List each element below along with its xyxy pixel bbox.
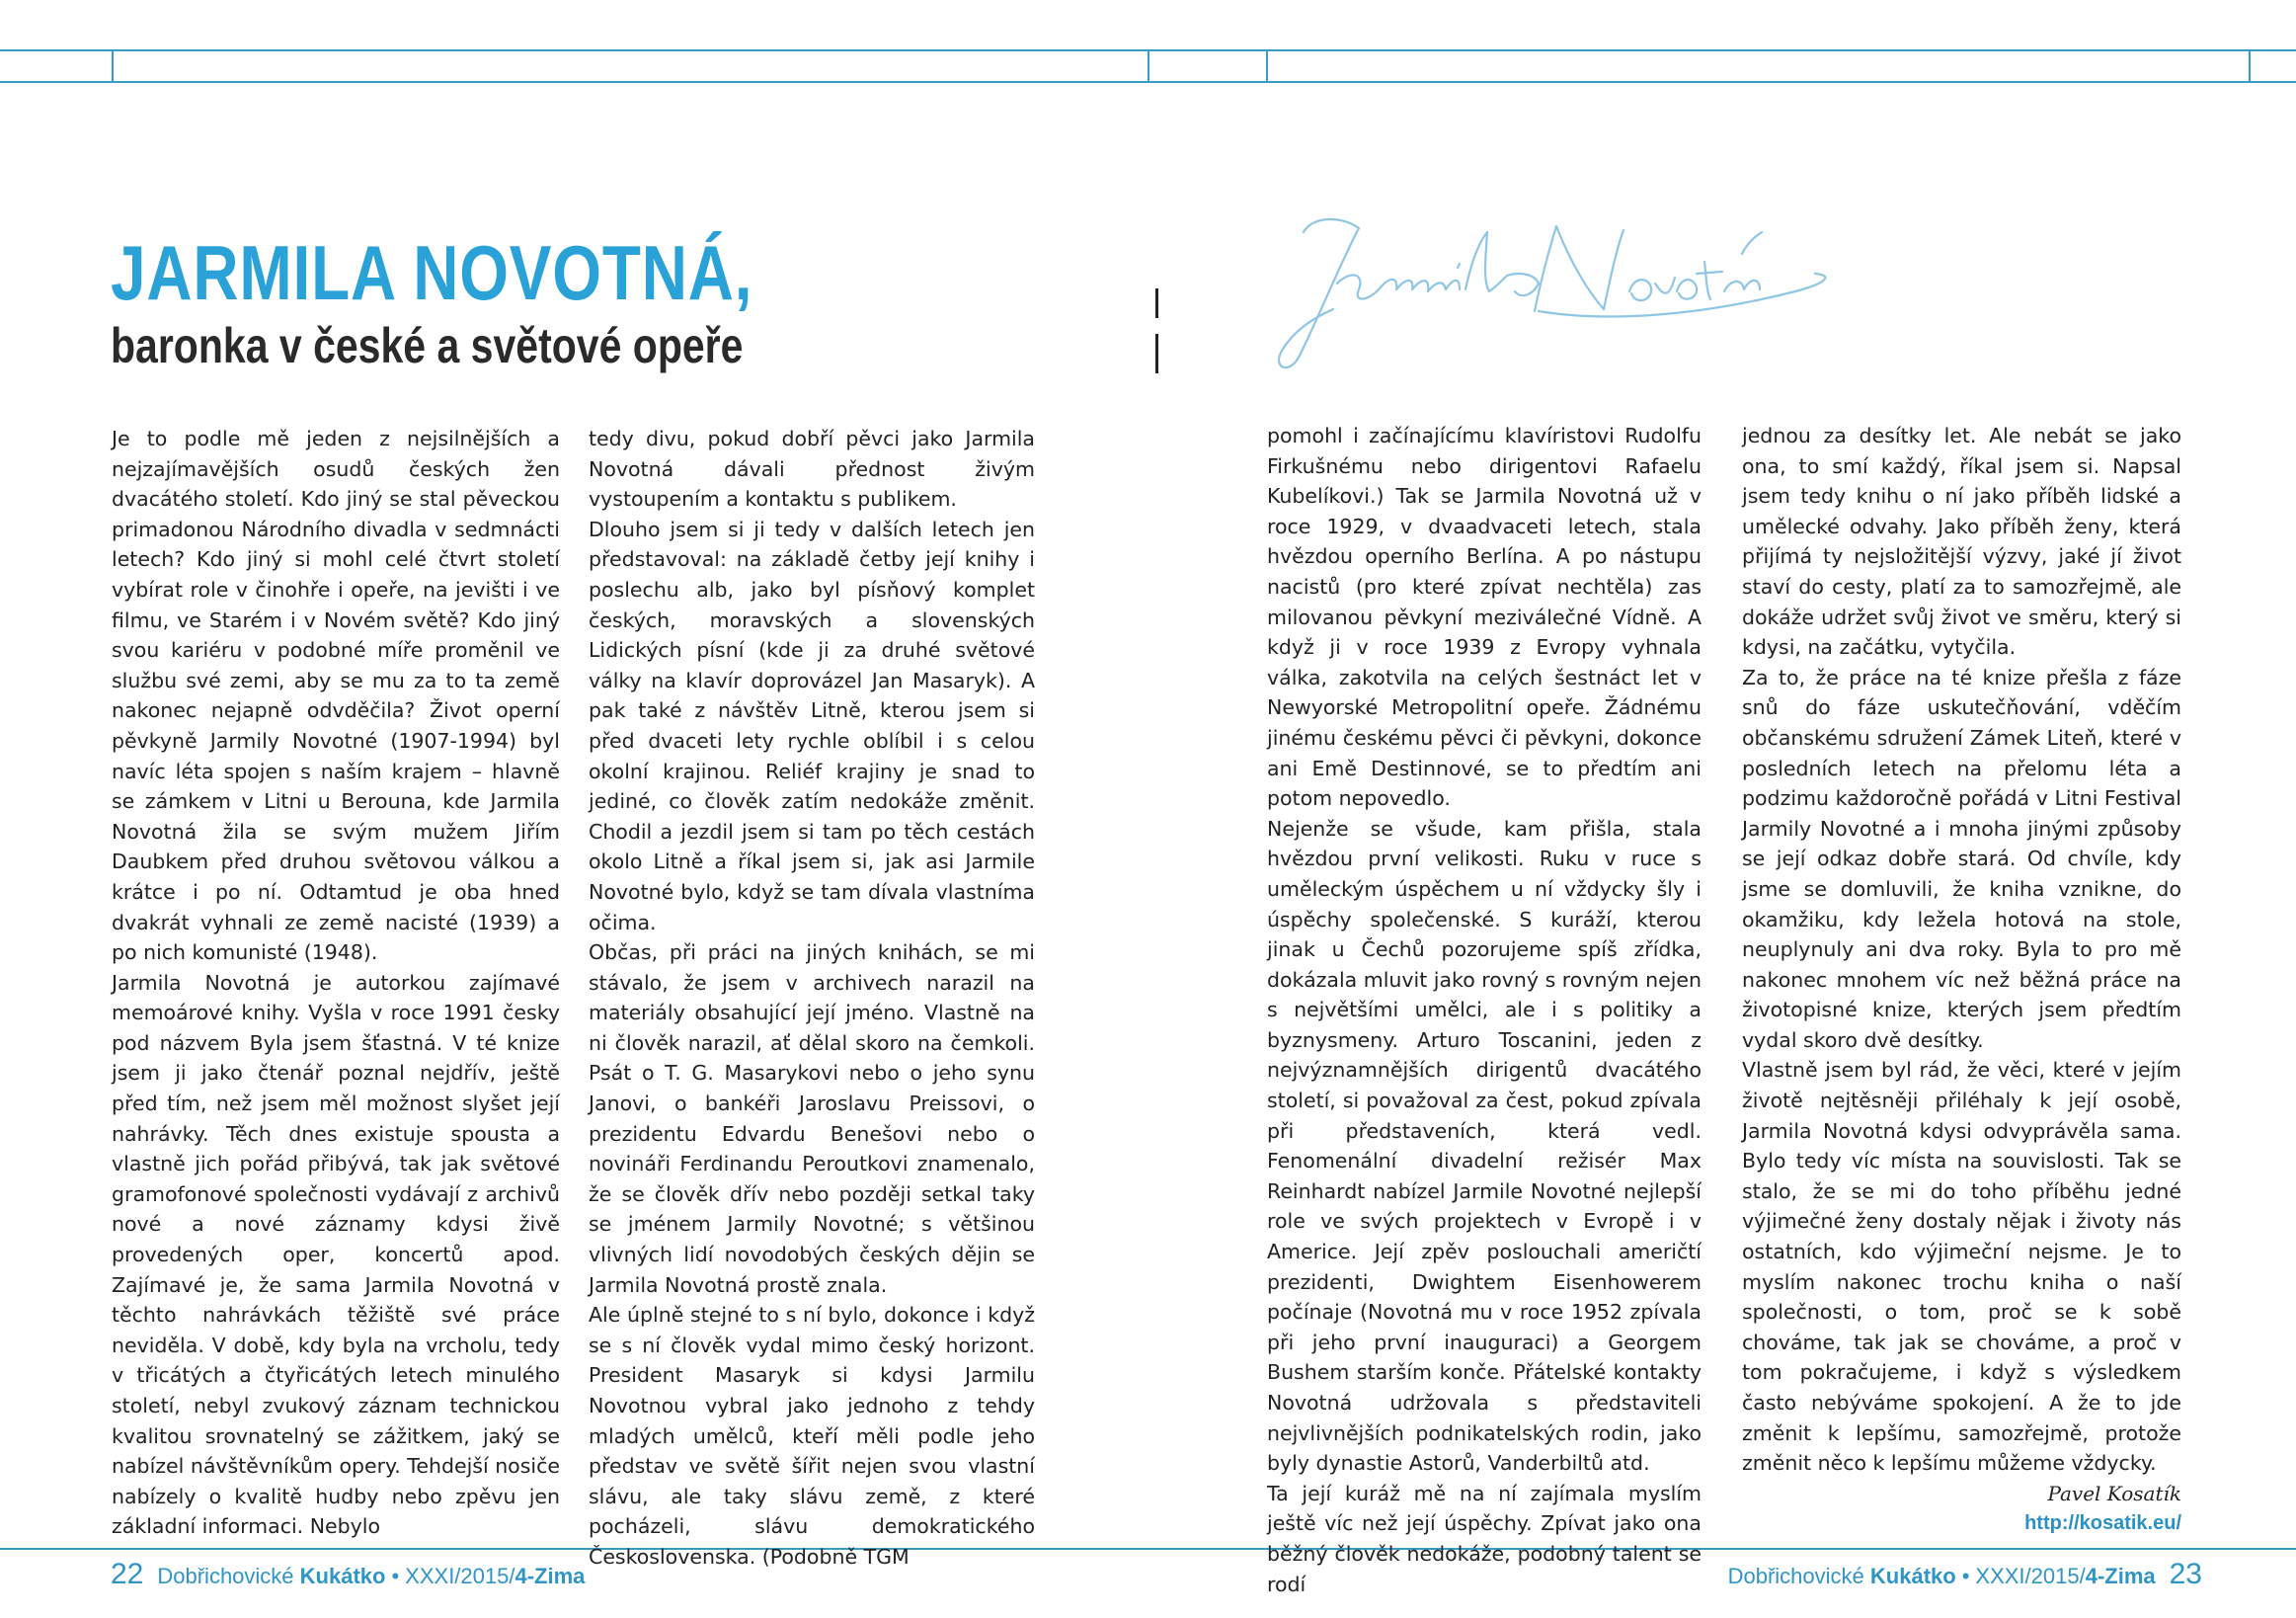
right-column-2 [1742,421,2181,1539]
issue-label: XXXI/2015/ [405,1564,515,1588]
paragraph: Občas, při práci na jiných knihách, se mi stávalo, že jsem v archivech narazil na materiály obsahující její jméno. Vlastně na ni člověk narazil, ať dělal skoro na čemkoli. Psát o T. G. Masarykovi nebo o jeho synu Janovi, o bankéři Jaroslavu Preissovi, o prezidentu Edvardu Benešovi nebo o novináři Ferdinandu Peroutkovi znamenalo, že se člověk dřív nebo později setkal taky se jménem Jarmily Novotné; s většinou vlivných lidí novodobých českých dějin se Jarmila Novotná prostě znala. [589,940,1035,1297]
author-url-link[interactable]: http://kosatik.eu/ [2024,1512,2181,1535]
paragraph: Za to, že práce na té knize přešla z fáze snů do fáze uskutečňování, vděčím občanskému sdružení Zámek Liteň, které v posledních letech na přelomu léta a podzimu každoročně pořádá v Litni Festival Jarmily Novotné a i mnoha jinými způsoby se její odkaz dobře stará. Od chvíle, kdy jsme se domluvili, že kniha vznikne, do okamžiku, kdy ležela hotová na stole, neuplynuly ani dva roky. Byla to pro mě nakonec mnohem víc než běžná práce na životopisné knize, kterých jsem předtím vydal skoro dvě desítky. [1742,665,2181,1052]
right-page [1148,0,2296,1618]
left-column-2 [589,424,1035,1573]
magazine-name-bold: Kukátko [1869,1564,1956,1588]
footer-separator: • [391,1564,400,1588]
issue-label: XXXI/2015/ [1975,1564,2086,1588]
paragraph: Vlastně jsem byl rád, že věci, které v jejím životě nejtěsněji přiléhaly k její osobě, Jarmila Novotná kdysi odvyprávěla sama. Bylo tedy víc místa na souvislosti. Tak se stalo, že se mi do toho příběhu jedné výjimečné ženy dostaly nějak i životy nás ostatních, kdo výjimeční nejsme. Je to myslím nakonec trochu kniha o naší společnosti, o tom, proč se k sobě chováme, tak jak se chováme, a proč v tom pokračujeme, i když s výsledkem často nebýváme spokojení. A že to jde změnit k lepšímu, samozřejmě, protože změnit něco k lepšímu můžeme vždycky. [1742,1058,2181,1476]
left-column-1 [112,424,560,1542]
article-subtitle: baronka v české a světové opeře [111,318,744,373]
issue-season: 4-Zima [2085,1564,2156,1588]
page-number: 22 [111,1558,144,1590]
left-page-footer [111,1555,585,1596]
issue-season: 4-Zima [515,1564,586,1588]
signature-image [1242,193,1874,390]
right-page-footer [1728,1555,2202,1596]
magazine-name: Dobřichovické [1727,1564,1864,1588]
paragraph: Dlouho jsem si ji tedy v dalších letech jen představoval: na základě četby její knihy i poslechu alb, jako byl písňový komplet českých, moravských a slovenských Lidických písní (kde ji za druhé světové války na klavír doprovázel Jan Masaryk). A pak také z návštěv Litně, kterou jsem si před dvaceti lety rychle oblíbil i s celou okolní krajinou. Reliéf krajiny je snad to jediné, co člověk zatím nedokáže změnit. Chodil a jezdil jsem si tam po těch cestách okolo Litně a říkal jsem si, jak asi Jarmile Novotné bylo, když se tam dívala vlastníma očima. [589,517,1035,934]
article-title: JARMILA NOVOTNÁ, [111,229,753,316]
magazine-name-bold: Kukátko [299,1564,386,1588]
right-column-1 [1267,421,1702,1599]
paragraph: Jarmila Novotná je autorkou zajímavé memoárové knihy. Vyšla v roce 1991 česky pod názvem Byla jsem šťastná. V té knize jsem ji jako čtenář poznal nejdřív, ještě před tím, než jsem měl možnost slyšet její nahrávky. Těch dnes existuje spousta a vlastně jich pořád přibývá, tak jak světové gramofonové společnosti vydávají z archivů nové a nové záznamy kdysi živě provedených oper, koncertů apod. Zajímavé je, že sama Jarmila Novotná v těchto nahrávkách těžiště své práce neviděla. V době, kdy byla na vrcholu, tedy v třicátých a čtyřicátých letech minulého století, nebyl zvukový záznam technickou kvalitou srovnatelný se zážitkem, jaký se nabízel návštěvníkům opery. Tehdejší nosiče nabízely o kvalitě hudby nebo zpěvu jen základní informaci. Nebylo [112,970,560,1539]
paragraph: Je to podle mě jeden z nejsilnějších a nejzajímavějších osudů českých žen dvacátého století. Kdo jiný se stal pěveckou primadonou Národního divadla v sedmnácti letech? Kdo jiný si mohl celé čtvrt století vybírat role v činohře i opeře, na jevišti i ve filmu, ve Starém i v Novém světě? Kdo jiný svou kariéru v podobné míře proměnil ve službu své zemi, aby se mu za to ta země nakonec nejapně odvděčila? Život operní pěvkyně Jarmily Novotné (1907-1994) byl navíc léta spojen s naším krajem – hlavně se zámkem v Litni u Berouna, kde Jarmila Novotná žila se svým mužem Jiřím Daubkem před druhou světovou válkou a krátce i po ní. Odtamtud je oba hned dvakrát vyhnali ze země nacisté (1939) a po nich komunisté (1948). [112,427,560,965]
paragraph: jednou za desítky let. Ale nebát se jako ona, to smí každý, říkal jsem si. Napsal jsem tedy knihu o ní jako příběh lidské a umělecké odvahy. Jako příběh ženy, která přijímá ty nejsložitější výzvy, jaké jí život staví do cesty, platí za to samozřejmě, ale dokáže udržet svůj život ve směru, který si kdysi, na začátku, vytyčila. [1742,424,2181,660]
page-number: 23 [2169,1558,2202,1590]
footer-separator: • [1961,1564,1970,1588]
magazine-name: Dobřichovické [157,1564,294,1588]
paragraph: Ale úplně stejné to s ní bylo, dokonce i když se s ní člověk vydal mimo český horizont. President Masaryk si kdysi Jarmilu Novotnou vybral jako jednoho z tehdy mladých umělců, kteří měli podle jeho představ ve světě šířit nejen svou vlastní slávu, ale taky slávu země, z které pocházeli, slávu demokratického Československa. (Podobně TGM [589,1303,1035,1569]
paragraph: Nejenže se všude, kam přišla, stala hvězdou první velikosti. Ruku v ruce s uměleckým úspěchem u ní vždycky šly i úspěchy společenské. S kuráží, kterou jinak u Čechů pozorujeme spíš zřídka, dokázala mluvit jako rovný s rovným nejen s největšími umělci, ale i s politiky a byznysmeny. Arturo Toscanini, jeden z nejvýznamnějších dirigentů dvacátého století, si považoval za čest, pokud zpívala při představeních, která vedl. Fenomenální divadelní režisér Max Reinhardt nabízel Jarmile Novotné nejlepší role ve svých projektech v Evropě i v Americe. Její zpěv poslouchali američtí prezidenti, Dwightem Eisenhowerem počínaje (Novotná mu v roce 1952 zpívala při jeho první inauguraci) a Georgem Bushem starším konče. Přátelské kontakty Novotná udržovala s představiteli nejvlivnějších podnikatelských rodin, jako byly dynastie Astorů, Vanderbiltů atd. [1267,816,1702,1476]
author-name: Pavel Kosatík [2047,1481,2181,1505]
paragraph: tedy divu, pokud dobří pěvci jako Jarmila Novotná dávali přednost živým vystoupením a kontaktu s publikem. [589,427,1035,512]
paragraph: Ta její kuráž mě na ní zajímala myslím ještě víc než její úspěchy. Zpívat jako ona běžný člověk nedokáže, podobný talent se rodí [1267,1481,1702,1596]
paragraph: pomohl i začínajícímu klavíristovi Rudolfu Firkušnému nebo dirigentovi Rafaelu Kubelíkovi.) Tak se Jarmila Novotná už v roce 1929, v dvaadvaceti letech, stala hvězdou operního Berlína. A po nástupu nacistů (pro které zpívat nechtěla) zas milovanou pěvkyní meziválečné Vídně. A když ji v roce 1939 z Evropy vyhnala válka, zakotvila na celých šestnáct let v Newyorské Metropolitní opeře. Žádnému jinému českému pěvci či pěvkyni, dokonce ani Emě Destinnové, se to předtím ani potom nepovedlo. [1267,424,1702,811]
